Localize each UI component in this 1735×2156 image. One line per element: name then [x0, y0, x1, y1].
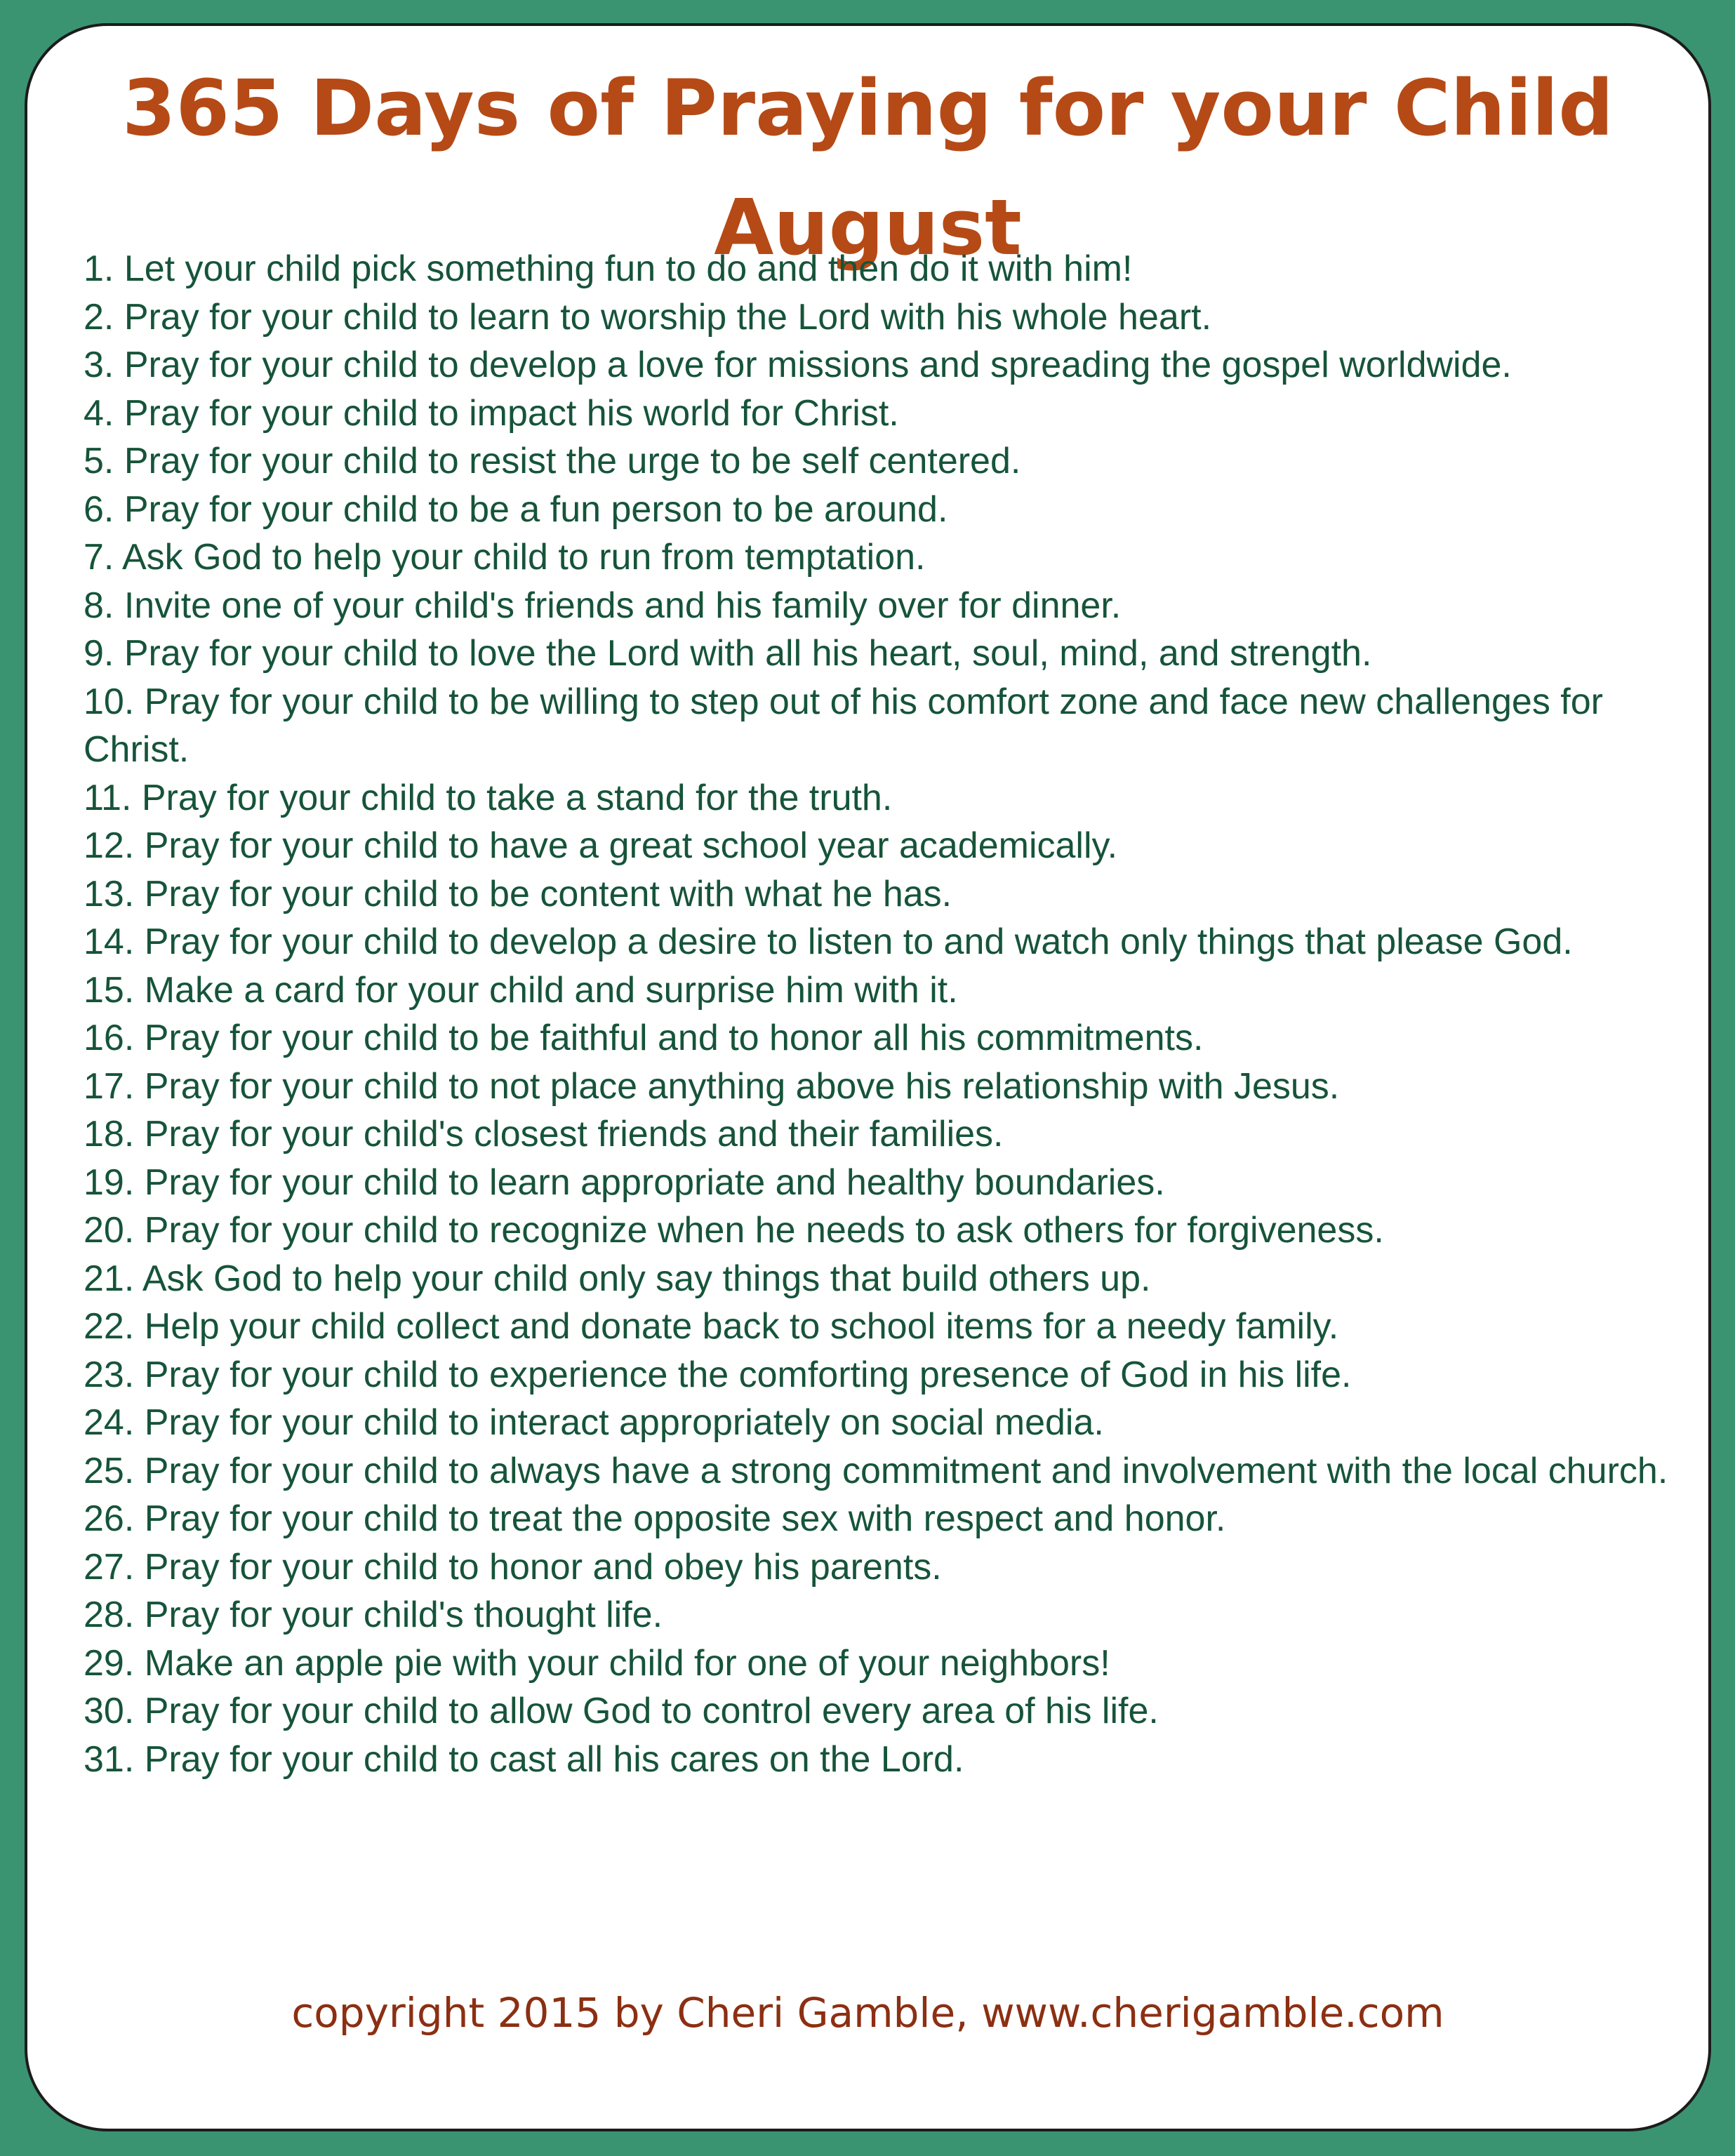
list-item: 18. Pray for your child's closest friends and their families.: [84, 1114, 1004, 1154]
list-item: 8. Invite one of your child's friends and his family over for dinner.: [84, 585, 1122, 626]
month-subtitle: August: [714, 182, 1022, 272]
list-item: 28. Pray for your child's thought life.: [84, 1595, 663, 1635]
list-item: 1. Let your child pick something fun to do and then do it with him!: [84, 248, 1133, 289]
list-item: 27. Pray for your child to honor and obey his parents.: [84, 1546, 942, 1588]
list-item: 29. Make an apple pie with your child for one of your neighbors!: [84, 1642, 1110, 1684]
list-item: 14. Pray for your child to develop a desire to listen to and watch only things that please God.: [84, 921, 1573, 962]
list-item: 5. Pray for your child to resist the urge to be self centered.: [84, 441, 1021, 481]
list-item: 26. Pray for your child to treat the opposite sex with respect and honor.: [84, 1498, 1226, 1539]
prayer-list: [84, 245, 1684, 1783]
list-item: 2. Pray for your child to learn to worship the Lord with his whole heart.: [84, 296, 1212, 338]
list-item: 31. Pray for your child to cast all his cares on the Lord.: [84, 1738, 964, 1780]
list-item: 4. Pray for your child to impact his world for Christ.: [84, 392, 899, 434]
page-title: 365 Days of Praying for your Child: [121, 63, 1614, 153]
list-item: 10. Pray for your child to be willing to step out of his comfort zone and face new challenges for Christ.: [84, 681, 1603, 770]
list-item: 21. Ask God to help your child only say things that build others up.: [84, 1258, 1151, 1299]
list-item: 17. Pray for your child to not place anything above his relationship with Jesus.: [84, 1065, 1340, 1107]
list-item: 9. Pray for your child to love the Lord with all his heart, soul, mind, and strength.: [84, 633, 1372, 674]
list-item: 11. Pray for your child to take a stand for the truth.: [84, 777, 893, 818]
list-item: 24. Pray for your child to interact appropriately on social media.: [84, 1402, 1104, 1443]
list-item: 22. Help your child collect and donate back to school items for a needy family.: [84, 1306, 1339, 1347]
list-item: 16. Pray for your child to be faithful and to honor all his commitments.: [84, 1018, 1204, 1058]
printable-card: [25, 23, 1711, 2131]
list-item: 30. Pray for your child to allow God to control every area of his life.: [84, 1691, 1159, 1731]
list-item: 25. Pray for your child to always have a strong commitment and involvement with the local church.: [84, 1450, 1668, 1491]
list-item: 19. Pray for your child to learn appropriate and healthy boundaries.: [84, 1162, 1165, 1203]
list-item: 20. Pray for your child to recognize when he needs to ask others for forgiveness.: [84, 1210, 1384, 1251]
list-item: 3. Pray for your child to develop a love for missions and spreading the gospel worldwide.: [84, 345, 1512, 385]
list-item: 12. Pray for your child to have a great school year academically.: [84, 825, 1118, 866]
list-item: 15. Make a card for your child and surprise him with it.: [84, 969, 958, 1011]
list-item: 13. Pray for your child to be content with what he has.: [84, 873, 952, 914]
copyright-footer: copyright 2015 by Cheri Gamble, www.cherigamble.com: [291, 1989, 1444, 2037]
list-item: 6. Pray for your child to be a fun person to be around.: [84, 488, 948, 530]
list-item: 7. Ask God to help your child to run from temptation.: [84, 537, 926, 578]
list-item: 23. Pray for your child to experience the comforting presence of God in his life.: [84, 1354, 1352, 1395]
